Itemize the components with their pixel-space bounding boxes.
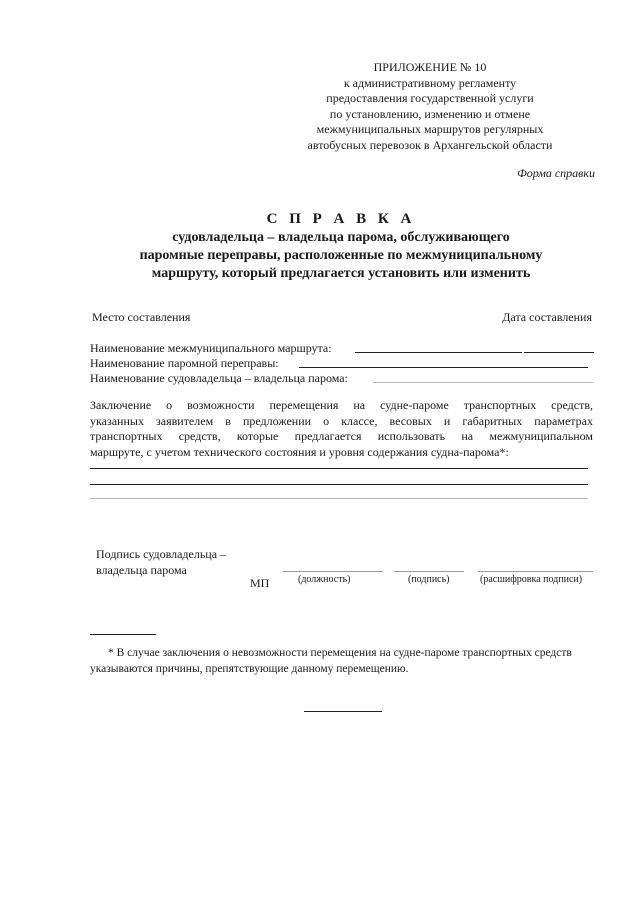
signature-label-line1: Подпись судовладельца – bbox=[96, 547, 227, 561]
conclusion-line: маршруте, с учетом технического состояния и уровня содержания судна-парома*: bbox=[90, 444, 509, 459]
appendix-header bbox=[280, 60, 580, 153]
owner-name-field[interactable] bbox=[373, 382, 593, 383]
ferry-name-field[interactable] bbox=[299, 367, 588, 368]
owner-name-label: Наименование судовладельца – владельца парома: bbox=[90, 371, 348, 385]
decoding-caption: (расшифровка подписи) bbox=[480, 574, 583, 585]
footnote-line: указываются причины, препятствующие данному перемещению. bbox=[90, 663, 409, 675]
subtitle-line: маршруту, который предлагается установить или изменить bbox=[151, 266, 531, 281]
conclusion-field-line[interactable] bbox=[90, 468, 588, 469]
document-subtitle bbox=[90, 229, 592, 283]
signature-field[interactable] bbox=[394, 571, 464, 572]
appendix-line: по установлению, изменению и отмене bbox=[329, 106, 531, 121]
place-label: Место составления bbox=[92, 310, 191, 324]
conclusion-line: транспортных средств, которые предлагается использовать на межмуниципальном bbox=[90, 429, 593, 443]
appendix-line: межмуниципальных маршрутов регулярных bbox=[316, 122, 544, 136]
stamp-mark: МП bbox=[250, 576, 270, 590]
subtitle-line: судовладельца – владельца парома, обслуживающего bbox=[172, 230, 510, 245]
conclusion-field-line[interactable] bbox=[90, 484, 588, 485]
appendix-line: автобусных перевозок в Архангельской области bbox=[307, 137, 553, 152]
document-title: С П Р А В К А bbox=[266, 211, 416, 227]
decoding-field[interactable] bbox=[478, 571, 593, 572]
end-separator bbox=[304, 711, 382, 712]
signature-caption: (подпись) bbox=[408, 574, 450, 585]
conclusion-field-line[interactable] bbox=[90, 498, 588, 499]
conclusion-paragraph bbox=[90, 398, 593, 460]
form-label: Форма справки bbox=[517, 166, 595, 180]
subtitle-line: паромные переправы, расположенные по межмуниципальному bbox=[139, 248, 543, 263]
footnote-separator bbox=[90, 634, 156, 635]
date-label: Дата составления bbox=[502, 310, 592, 324]
footnote bbox=[90, 645, 596, 677]
ferry-name-label: Наименование паромной переправы: bbox=[90, 356, 279, 370]
route-name-label: Наименование межмуниципального маршрута: bbox=[90, 341, 332, 355]
position-caption: (должность) bbox=[298, 574, 351, 585]
footnote-line: * В случае заключения о невозможности перемещения на судне-пароме транспортных средств bbox=[108, 647, 572, 659]
position-field[interactable] bbox=[283, 571, 383, 572]
conclusion-line: Заключение о возможности перемещения на судне-пароме транспортных средств, bbox=[90, 398, 593, 412]
appendix-line: предоставления государственной услуги bbox=[326, 91, 534, 105]
route-name-field-extra[interactable] bbox=[524, 352, 594, 353]
route-name-field[interactable] bbox=[355, 352, 522, 353]
conclusion-line: указанных заявителем в предложении о классе, весовых и габаритных параметрах bbox=[90, 413, 593, 428]
signature-label-line2: владельца парома bbox=[96, 563, 187, 577]
appendix-title: ПРИЛОЖЕНИЕ № 10 bbox=[373, 60, 487, 74]
appendix-line: к административному регламенту bbox=[343, 75, 517, 90]
